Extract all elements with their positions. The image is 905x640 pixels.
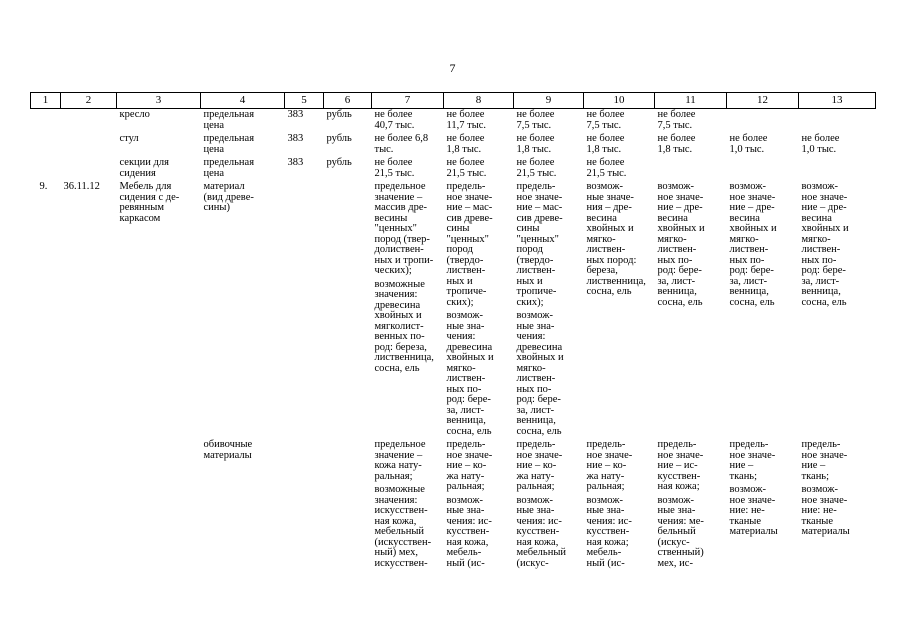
cell-c9 (514, 133, 584, 157)
cell-paragraph: возмож- ные значе- ния – дре- весина хвойных и мягко- листвен- ных пород: береза, лиственница, сосна, ель (586, 181, 646, 297)
header-cell-col-3: 3 (117, 93, 201, 109)
cell-paragraph: предель- ное значе- ние – ко- жа нату- ральная; (516, 439, 563, 492)
table-row (31, 109, 876, 134)
header-cell-col-8: 8 (444, 93, 514, 109)
cell-c5 (285, 181, 324, 439)
cell-paragraph: возмож- ные зна- чения: древесина хвойных и мягко- листвен- ных по- род: бере- за, лист- венница, сосна, ель (446, 310, 494, 437)
cell-c3: кресло (119, 109, 150, 120)
cell-c7 (372, 133, 444, 157)
cell-paragraph: возмож- ное значе- ние: не- тканые материалы (729, 484, 778, 537)
header-cell-col-7: 7 (372, 93, 444, 109)
cell-c1: 9. (39, 181, 48, 192)
header-cell-col-4: 4 (201, 93, 285, 109)
cell-paragraph: предель- ное значе- ние – ис- кусствен- ная кожа; (657, 439, 704, 492)
cell-paragraph: предель- ное значе- ние – ко- жа нату- ральная; (586, 439, 633, 492)
cell-paragraph: не более 1,8 тыс. (657, 133, 696, 155)
cell-c6: рубль (326, 109, 352, 120)
cell-paragraph: не более 40,7 тыс. (374, 109, 415, 131)
header-row (31, 93, 876, 109)
cell-paragraph: не более 21,5 тыс. (374, 157, 415, 179)
cell-paragraph: предельное значение – массив дре- весины "ценных" пород (твер- долиствен- ных и тропи- ческих); (374, 181, 434, 276)
cell-paragraph: не более 1,0 тыс. (801, 133, 840, 155)
cell-c5: 383 (287, 133, 304, 144)
cell-c12 (727, 109, 799, 134)
cell-c4: предельная цена (203, 109, 255, 131)
cell-c10 (584, 439, 655, 571)
cell-paragraph: возмож- ные зна- чения: ис- кусствен- ная кожа; мебель- ный (ис- (586, 494, 632, 569)
cell-c11 (655, 181, 727, 439)
cell-c3: стул (119, 133, 139, 144)
cell-c9 (514, 109, 584, 134)
cell-c10 (584, 109, 655, 134)
cell-c7 (372, 157, 444, 181)
header-cell-col-5: 5 (285, 93, 324, 109)
cell-c6: рубль (326, 157, 352, 168)
cell-c8 (444, 439, 514, 571)
cell-c7 (372, 181, 444, 439)
cell-paragraph: предель- ное значе- ние – мас- сив древе- сины "ценных" пород (твердо- листвен- ных и тропиче- ских); (516, 181, 563, 308)
cell-paragraph: предельное значение – кожа нату- ральная; (374, 439, 426, 482)
cell-c10 (584, 133, 655, 157)
header-cell-col-9: 9 (514, 93, 584, 109)
cell-c5: 383 (287, 109, 304, 120)
page-number: 7 (449, 61, 456, 75)
header-cell-col-10: 10 (584, 93, 655, 109)
header-cell-col-11: 11 (655, 93, 727, 109)
cell-c4: предельная цена (203, 133, 255, 155)
header-cell-col-2: 2 (61, 93, 117, 109)
cell-c12 (727, 439, 799, 571)
cell-c4: обивочные материалы (203, 439, 253, 461)
cell-c6 (324, 181, 372, 439)
cell-c2 (61, 439, 117, 571)
requirements-table (30, 92, 876, 571)
table-body (31, 109, 876, 572)
header-cell-col-6: 6 (324, 93, 372, 109)
cell-c1 (31, 157, 61, 181)
cell-paragraph: не более 7,5 тыс. (516, 109, 555, 131)
cell-paragraph: возмож- ное значе- ние – дре- весина хвойных и мягко- листвен- ных по- род: бере- за, лист- венница, сосна, ель (657, 181, 705, 308)
cell-c13 (799, 133, 876, 157)
cell-paragraph: возмож- ные зна- чения: ис- кусствен- ная кожа, мебель- ный (ис- (446, 494, 492, 569)
cell-c6 (324, 439, 372, 571)
cell-paragraph: не более 1,8 тыс. (586, 133, 625, 155)
cell-c13 (799, 181, 876, 439)
cell-c6: рубль (326, 133, 352, 144)
cell-c2 (61, 157, 117, 181)
cell-paragraph: возмож- ные зна- чения: ме- бельный (искус- ственный) мех, ис- (657, 494, 704, 569)
cell-c8 (444, 157, 514, 181)
cell-c8 (444, 181, 514, 439)
cell-paragraph: предель- ное значе- ние – ко- жа нату- ральная; (446, 439, 493, 492)
cell-paragraph: возмож- ные зна- чения: древесина хвойных и мягко- листвен- ных по- род: бере- за, лист- венница, сосна, ель (516, 310, 564, 437)
cell-paragraph: не более 11,7 тыс. (446, 109, 487, 131)
cell-c1 (31, 133, 61, 157)
cell-c1 (31, 439, 61, 571)
header-cell-col-1: 1 (31, 93, 61, 109)
cell-c4: предельная цена (203, 157, 255, 179)
cell-c13 (799, 109, 876, 134)
table-row (31, 181, 876, 439)
cell-paragraph: возмож- ные зна- чения: ис- кусствен- ная кожа, мебельный (искус- (516, 494, 566, 569)
cell-paragraph: не более 7,5 тыс. (586, 109, 625, 131)
cell-paragraph: не более 7,5 тыс. (657, 109, 696, 131)
cell-paragraph: возможные значения: древесина хвойных и мягколист- венных по- род: береза, лиственница, сосна, ель (374, 278, 434, 374)
cell-c7 (372, 439, 444, 571)
cell-paragraph: возмож- ное значе- ние: не- тканые материалы (801, 484, 850, 537)
table-row (31, 439, 876, 571)
table-row (31, 157, 876, 181)
cell-paragraph: не более 21,5 тыс. (516, 157, 557, 179)
cell-paragraph: возмож- ное значе- ние – дре- весина хвойных и мягко- листвен- ных по- род: бере- за, лист- венница, сосна, ель (801, 181, 849, 308)
cell-c9 (514, 181, 584, 439)
cell-c7 (372, 109, 444, 134)
cell-c8 (444, 109, 514, 134)
cell-paragraph: предель- ное значе- ние – мас- сив древе- сины "ценных" пород (твердо- листвен- ных и тропиче- ских); (446, 181, 493, 308)
cell-c5 (285, 439, 324, 571)
cell-c5: 383 (287, 157, 304, 168)
cell-c12 (727, 181, 799, 439)
cell-c4: материал (вид древе- сины) (203, 181, 254, 213)
cell-paragraph: возможные значения: искусствен- ная кожа, мебельный (искусствен- ный) мех, искусствен- (374, 484, 432, 569)
cell-paragraph: не более 21,5 тыс. (586, 157, 627, 179)
cell-c11 (655, 157, 727, 181)
cell-c2 (61, 133, 117, 157)
cell-paragraph: не более 1,0 тыс. (729, 133, 768, 155)
cell-paragraph: не более 1,8 тыс. (446, 133, 485, 155)
cell-c13 (799, 439, 876, 571)
cell-c12 (727, 133, 799, 157)
header-cell-col-13: 13 (799, 93, 876, 109)
cell-c12 (727, 157, 799, 181)
cell-paragraph: не более 1,8 тыс. (516, 133, 555, 155)
cell-c2 (61, 109, 117, 134)
cell-c11 (655, 133, 727, 157)
cell-c9 (514, 439, 584, 571)
table-row (31, 133, 876, 157)
cell-c11 (655, 439, 727, 571)
cell-paragraph: предель- ное значе- ние – ткань; (801, 439, 848, 482)
cell-c9 (514, 157, 584, 181)
cell-paragraph: не более 21,5 тыс. (446, 157, 487, 179)
cell-c10 (584, 157, 655, 181)
cell-c3 (117, 439, 201, 571)
cell-paragraph: не более 6,8 тыс. (374, 133, 429, 155)
cell-c8 (444, 133, 514, 157)
cell-paragraph: возмож- ное значе- ние – дре- весина хвойных и мягко- листвен- ных по- род: бере- за, лист- венница, сосна, ель (729, 181, 777, 308)
cell-c3: Мебель для сидения с де- ревянным каркасом (119, 181, 180, 224)
header-cell-col-12: 12 (727, 93, 799, 109)
table-header (31, 93, 876, 109)
cell-c13 (799, 157, 876, 181)
cell-c10 (584, 181, 655, 439)
cell-c3: секции для сидения (119, 157, 169, 179)
cell-c11 (655, 109, 727, 134)
cell-paragraph: предель- ное значе- ние – ткань; (729, 439, 776, 482)
cell-c1 (31, 109, 61, 134)
cell-c2: 36.11.12 (63, 181, 100, 192)
